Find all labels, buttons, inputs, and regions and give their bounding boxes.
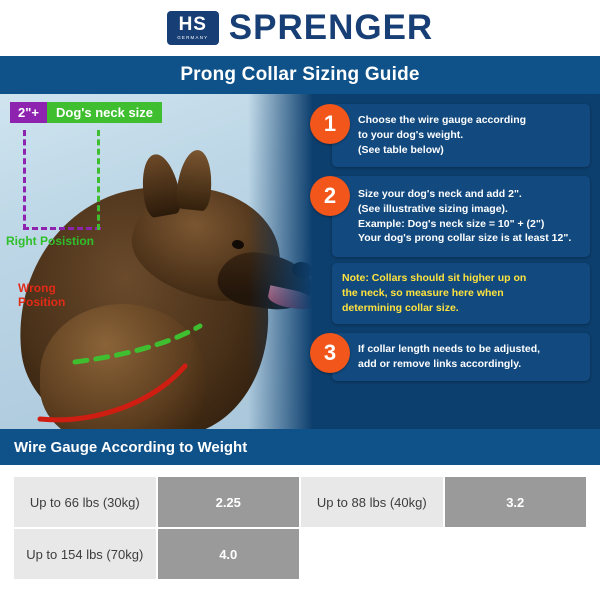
step-3 [310,333,590,381]
green-vertical-guide [97,130,100,230]
step-2-line-1: Size your dog's neck and add 2". [358,187,522,200]
step-1-line-2: to your dog's weight. [358,128,464,141]
steps-list [310,104,590,390]
table-cell-gauge-1: 2.25 [157,476,301,528]
right-position-line-icon [75,326,200,362]
table-cell-weight-3: Up to 154 lbs (70kg) [13,528,157,580]
wire-gauge-table-header [0,429,600,465]
hs-logo-icon [167,11,219,45]
step-3-line-1: If collar length needs to be adjusted, [358,343,541,356]
wrong-position-label-line2: Position [18,294,66,309]
page-title: Prong Collar Sizing Guide [180,64,420,85]
step-2-line-2: (See illustrative sizing image). [358,202,508,215]
chip-extra-inches: 2"+ [10,102,47,123]
wire-gauge-table-title: Wire Gauge According to Weight [14,438,248,456]
wire-gauge-table [12,475,588,581]
logo-initials: HS [178,14,207,36]
wrong-position-label-line1: Wrong [18,281,56,295]
step-2-text [332,176,590,258]
step-2-note-line-3: determining collar size. [342,302,459,315]
step-1-text [332,104,590,167]
step-2-line-3: Example: Dog's neck size = 10" + (2") [358,217,545,230]
step-1 [310,104,590,167]
table-cell-empty-2 [444,528,588,580]
step-3-number: 3 [310,333,350,373]
illustration-section [0,94,600,429]
step-2-line-4: Your dog's prong collar size is at least 12". [358,232,572,245]
step-3-line-2: add or remove links accordingly. [358,357,522,370]
neck-size-chips [10,102,162,123]
collar-position-lines [0,94,318,429]
table-cell-gauge-2: 3.2 [444,476,588,528]
step-2-note-line-2: the neck, so measure here when [342,287,504,300]
page-title-bar [0,56,600,94]
chip-neck-size: Dog's neck size [47,102,162,123]
step-3-text [332,333,590,381]
step-1-line-3: (See table below) [358,143,444,156]
wrong-position-label [18,282,65,310]
step-2-note [332,263,590,324]
table-cell-weight-1: Up to 66 lbs (30kg) [13,476,157,528]
step-2 [310,176,590,324]
table-row [13,528,587,580]
step-1-line-1: Choose the wire gauge according [358,114,527,126]
wrong-position-line-icon [40,366,185,420]
brand-header [0,0,600,56]
table-row [13,476,587,528]
purple-vertical-guide [23,130,26,230]
table-cell-empty-1 [300,528,444,580]
step-2-note-line-1: Note: Collars should sit higher up on [342,272,527,285]
brand-name: SPRENGER [228,8,434,47]
step-2-number: 2 [310,176,350,216]
step-1-number: 1 [310,104,350,144]
purple-horizontal-guide [23,227,101,230]
logo-subtitle: GERMANY [177,35,209,41]
right-position-label: Right Posistion [6,234,94,248]
table-cell-weight-2: Up to 88 lbs (40kg) [300,476,444,528]
table-cell-gauge-3: 4.0 [157,528,301,580]
wire-gauge-table-wrap [0,465,600,593]
